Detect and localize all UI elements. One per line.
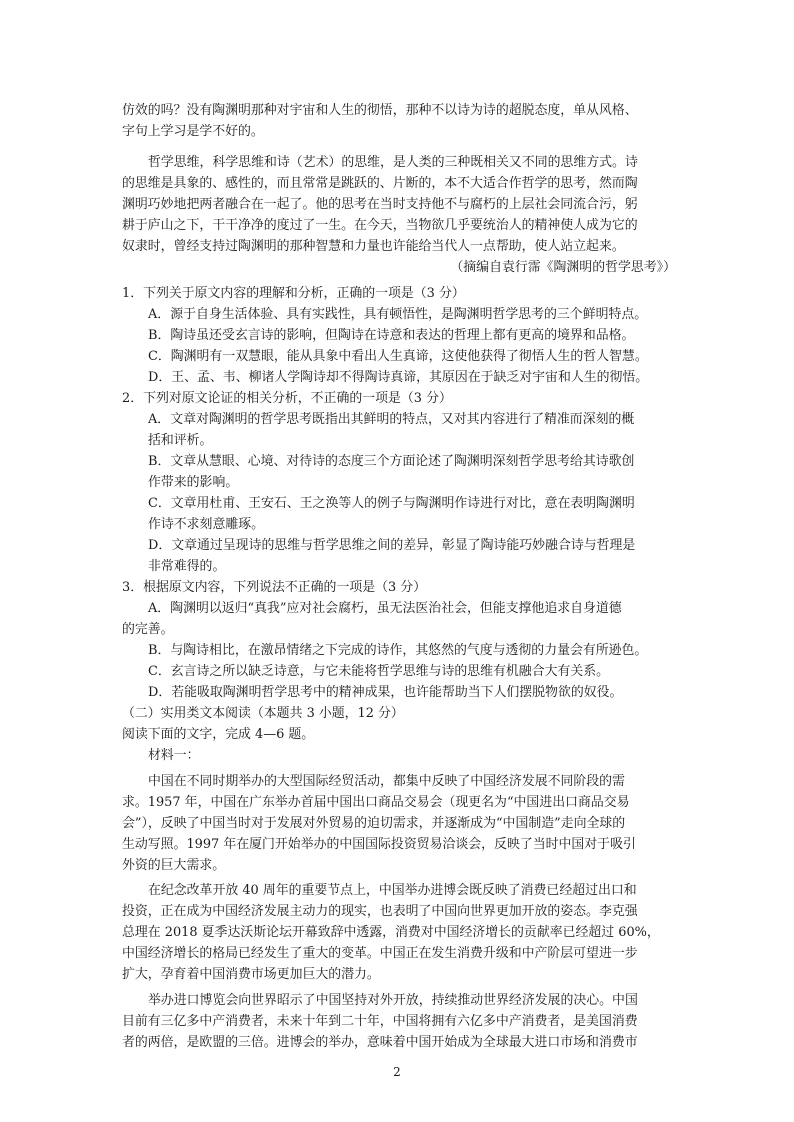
material-line: 生动写照。1997 年在厦门开始举办的中国国际投资贸易洽谈会，反映了当时中国对于吸引	[122, 837, 636, 852]
question-3-option-c: C．玄言诗之所以缺乏诗意，与它未能将哲学思维与诗的思维有机融合大有关系。	[148, 664, 610, 679]
question-2-option-d: D．文章通过呈现诗的思维与哲学思维之间的差异，彰显了陶诗能巧妙融合诗与哲理是	[148, 538, 636, 553]
material-line: 求。1957 年，中国在广东举办首届中国出口商品交易会（现更名为“中国进出口商品交易	[122, 795, 630, 810]
question-2-stem: 2．下列对原文论证的相关分析，不正确的一项是（3 分）	[122, 391, 452, 406]
question-3-option-a-cont: 的完善。	[122, 622, 174, 637]
question-1-stem: 1．下列关于原文内容的理解和分析，正确的一项是（3 分）	[122, 286, 465, 301]
question-2-option-c-cont: 作诗不求刻意雕琢。	[148, 517, 265, 532]
question-2-option-a-cont: 括和评析。	[148, 433, 213, 448]
question-2-option-b: B．文章从慧眼、心境、对待诗的态度三个方面论述了陶渊明深刻哲学思考给其诗歌创	[148, 454, 635, 469]
material-line: 投资，正在成为中国经济发展主动力的现实，也表明了中国向世界更加开放的姿态。李克强	[122, 904, 638, 919]
page-number: 2	[393, 1065, 401, 1079]
material-line: 中国经济增长的格局已经发生了重大的变革。中国正在发生消费升级和中产阶层可望进一步	[122, 946, 638, 961]
material-label: 材料一：	[148, 748, 200, 763]
paragraph-line: 耕于庐山之下，干干净净的度过了一生。在今天，当物欲几乎要统治人的精神使人成为它的	[122, 218, 638, 233]
question-3-option-d: D．若能吸取陶渊明哲学思考中的精神成果，也许能帮助当下人们摆脱物欲的奴役。	[148, 685, 623, 700]
material-line: 扩大，孕育着中国消费市场更加巨大的潜力。	[122, 967, 380, 982]
question-1-option-c: C．陶渊明有一双慧眼，能从具象中看出人生真谛，这使他获得了彻悟人生的哲人智慧。	[148, 349, 648, 364]
question-3-option-a: A．陶渊明以返归“真我”应对社会腐朽，虽无法医治社会，但能支撑他追求自身道德	[148, 601, 622, 616]
question-2-option-c: C．文章用杜甫、王安石、王之涣等人的例子与陶渊明作诗进行对比，意在表明陶渊明	[148, 496, 635, 511]
intro-line-1: 仿效的吗？没有陶渊明那种对宇宙和人生的彻悟，那种不以诗为诗的超脱态度，单从风格、	[122, 103, 638, 118]
material-line: 在纪念改革开放 40 周年的重要节点上，中国举办进博会既反映了消费已经超过出口和	[148, 883, 637, 898]
material-line: 目前有三亿多中产消费者，未来十年到二十年，中国将拥有六亿多中产消费者，是美国消费	[122, 1014, 638, 1029]
intro-line-2: 字句上学习是学不好的。	[122, 124, 264, 139]
question-2-option-a: A．文章对陶渊明的哲学思考既指出其鲜明的特点，又对其内容进行了精准而深刻的概	[148, 412, 635, 427]
paragraph-line: 哲学思维，科学思维和诗（艺术）的思维，是人类的三种既相关又不同的思维方式。诗	[148, 155, 638, 170]
question-1-option-d: D．王、孟、韦、柳诸人学陶诗却不得陶诗真谛，其原因在于缺乏对宇宙和人生的彻悟。	[148, 370, 649, 385]
question-3-stem: 3．根据原文内容，下列说法不正确的一项是（3 分）	[122, 580, 427, 595]
material-line: 举办进口博览会向世界昭示了中国坚持对外开放，持续推动世界经济发展的决心。中国	[148, 993, 638, 1008]
source-citation: （摘编自袁行霈《陶渊明的哲学思考》）	[450, 260, 676, 275]
material-line: 者的两倍，是欧盟的三倍。进博会的举办，意味着中国开始成为全球最大进口市场和消费市	[122, 1035, 638, 1050]
paragraph-line: 的思维是具象的、感性的，而且常常是跳跃的、片断的，本不大适合作哲学的思考，然而陶	[122, 176, 638, 191]
material-line: 外资的巨大需求。	[122, 858, 226, 873]
question-1-option-b: B．陶诗虽还受玄言诗的影响，但陶诗在诗意和表达的哲理上都有更高的境界和品格。	[148, 328, 635, 343]
material-line: 会”），反映了中国当时对于发展对外贸易的迫切需求，并逐渐成为“中国制造”走向全球的	[122, 816, 626, 831]
question-1-option-a: A．源于自身生活体验、具有实践性，具有顿悟性，是陶渊明哲学思考的三个鲜明特点。	[148, 307, 648, 322]
paragraph-line: 渊明巧妙地把两者融合在一起了。他的思考在当时支持他不与腐朽的上层社会同流合污，躬	[122, 197, 638, 212]
question-2-option-b-cont: 作带来的影响。	[148, 475, 239, 490]
question-2-option-d-cont: 非常难得的。	[148, 559, 226, 574]
question-3-option-b: B．与陶诗相比，在激昂情绪之下完成的诗作，其悠然的气度与透彻的力量会有所逊色。	[148, 643, 648, 658]
material-line: 总理在 2018 夏季达沃斯论坛开幕致辞中透露，消费对中国经济增长的贡献率已经超过 60%，	[122, 925, 660, 940]
section-2-instruction: 阅读下面的文字，完成 4—6 题。	[122, 727, 315, 742]
material-line: 中国在不同时期举办的大型国际经贸活动，都集中反映了中国经济发展不同阶段的需	[148, 774, 625, 789]
section-2-title: （二）实用类文本阅读（本题共 3 小题，12 分）	[122, 706, 404, 721]
paragraph-line: 奴隶时，曾经支持过陶渊明的那种智慧和力量也许能给当代人一点帮助，使人站立起来。	[122, 239, 625, 254]
